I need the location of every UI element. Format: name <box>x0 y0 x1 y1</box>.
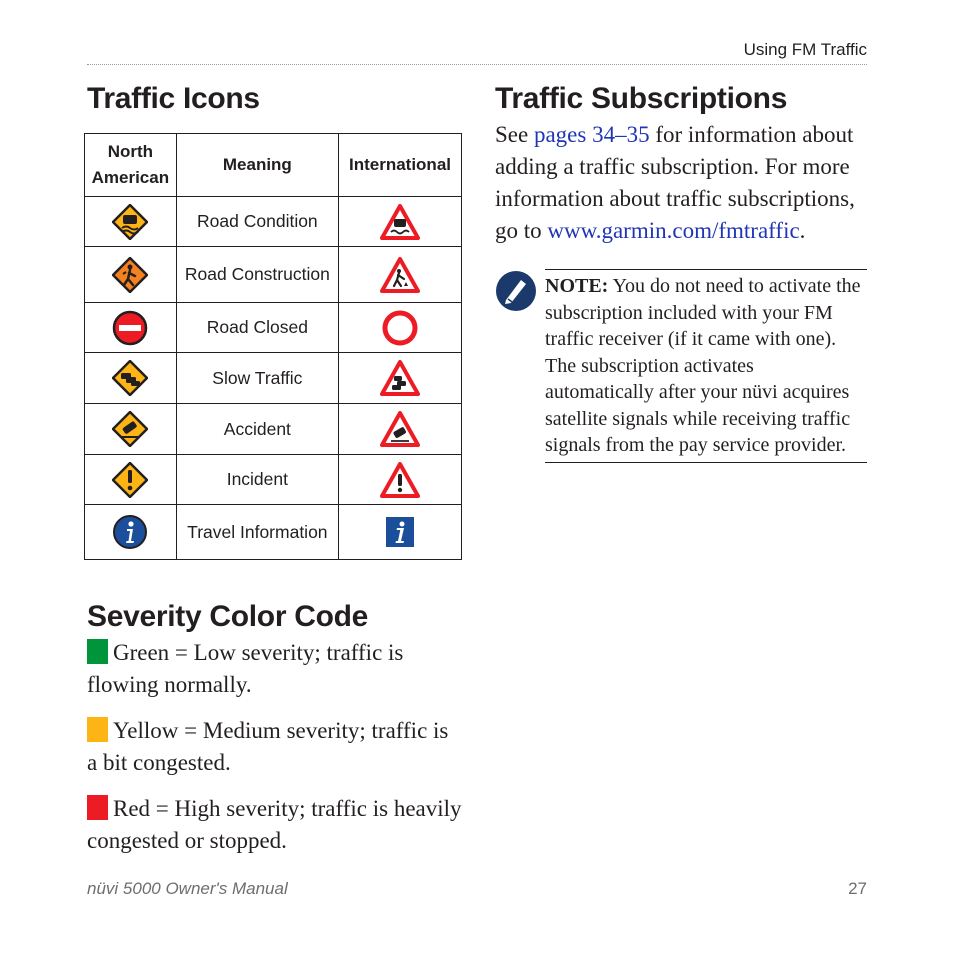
meaning-cell: Road Closed <box>176 303 338 353</box>
severity-color-code-heading: Severity Color Code <box>87 600 369 633</box>
note-pencil-icon <box>495 270 537 312</box>
table-row <box>85 353 462 404</box>
table-row <box>85 303 462 353</box>
table-header-row <box>85 134 462 197</box>
note-box <box>545 269 867 463</box>
severity-text: Yellow = Medium severity; traffic is a bit congested. <box>87 718 449 775</box>
traffic-subscriptions-heading: Traffic Subscriptions <box>495 82 788 115</box>
severity-item-red <box>87 793 462 857</box>
table-row <box>85 455 462 505</box>
traffic-icons-table <box>84 133 462 560</box>
meaning-cell: Travel Information <box>176 505 338 560</box>
column-header-international: International <box>339 134 462 197</box>
table-row <box>85 247 462 303</box>
severity-item-yellow <box>87 715 462 779</box>
subscriptions-text: for information about adding a traffic subscription. For more information about traffic subscriptions, go to <box>495 122 855 243</box>
table-row <box>85 404 462 455</box>
road-construction-diamond-icon <box>112 257 148 293</box>
meaning-cell: Incident <box>176 455 338 505</box>
green-swatch <box>87 639 108 664</box>
info-circle-icon <box>112 514 148 550</box>
slow-traffic-diamond-icon <box>112 360 148 396</box>
pages-link[interactable]: pages 34–35 <box>533 122 650 147</box>
severity-text: Red = High severity; traffic is heavily congested or stopped. <box>87 796 462 853</box>
slow-traffic-triangle-icon <box>380 360 420 396</box>
header-section-label: Using FM Traffic <box>743 40 867 59</box>
accident-triangle-icon <box>380 411 420 447</box>
meaning-cell: Accident <box>176 404 338 455</box>
yellow-swatch <box>87 717 108 742</box>
red-swatch <box>87 795 108 820</box>
meaning-cell: Road Construction <box>176 247 338 303</box>
subscriptions-text: . <box>799 218 806 243</box>
table-row <box>85 197 462 247</box>
incident-triangle-icon <box>380 462 420 498</box>
severity-text: Green = Low severity; traffic is flowing normally. <box>87 640 404 697</box>
table-row <box>85 505 462 560</box>
traffic-icons-heading: Traffic Icons <box>87 82 260 115</box>
column-header-north-american: North American <box>85 134 177 197</box>
note-label: NOTE: <box>545 275 609 297</box>
accident-diamond-icon <box>112 411 148 447</box>
footer-page-number: 27 <box>848 879 867 898</box>
info-square-icon <box>385 516 415 548</box>
note-text: You do not need to activate the subscription included with your FM traffic receiver (if it came with one). The subscription activates automatically after your nüvi acquires satellite signals while receiving traffic signals from the pay service provider. <box>545 275 861 456</box>
road-closed-ring-icon <box>381 309 419 347</box>
severity-item-green <box>87 637 462 701</box>
garmin-url-link[interactable]: www.garmin.com/fmtraffic <box>547 218 800 243</box>
header-rule <box>87 64 867 65</box>
road-closed-circle-icon <box>112 310 148 346</box>
road-condition-diamond-icon <box>112 204 148 240</box>
subscriptions-paragraph <box>495 119 867 247</box>
road-construction-triangle-icon <box>380 257 420 293</box>
road-condition-triangle-icon <box>380 204 420 240</box>
meaning-cell: Slow Traffic <box>176 353 338 404</box>
meaning-cell: Road Condition <box>176 197 338 247</box>
column-header-meaning: Meaning <box>176 134 338 197</box>
subscriptions-text: See <box>495 122 534 147</box>
footer-manual-title: nüvi 5000 Owner's Manual <box>87 879 288 898</box>
incident-diamond-icon <box>112 462 148 498</box>
